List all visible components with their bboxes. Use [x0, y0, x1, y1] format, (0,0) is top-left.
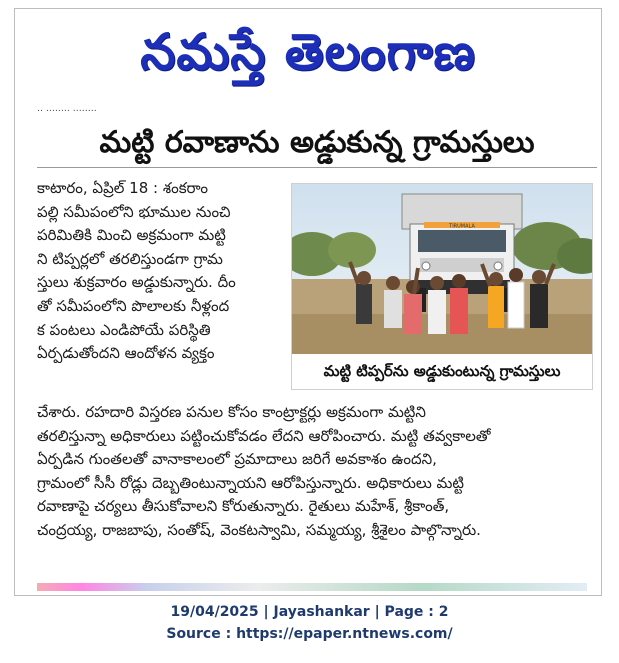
body-line: తో సమీపంలోని పొలాలకు నీళ్లంద	[37, 296, 230, 315]
masthead-logo: నమస్తే తెలంగాణ	[140, 23, 476, 81]
photo-truck-villagers	[292, 184, 592, 354]
newspaper-clipping	[14, 8, 602, 596]
body-line: చంద్రయ్య, రాజబాపు, సంతోష్, వెంకటస్వామి, సమ్మయ్య, శ్రీశైలం పాల్గొన్నారు.	[37, 520, 481, 539]
body-line: ఏర్పడుతోందని ఆందోళన వ్యక్తం	[37, 344, 215, 363]
body-line: పల్లి సమీపంలోని భూముల నుంచి	[37, 202, 231, 221]
body-line: ఏర్పడిన గుంతలతో వానాకాలంలో ప్రమాదాలు జరిగే అవకాశం ఉందని,	[37, 450, 437, 469]
photo-caption: మట్టి టిప్పర్‌ను అడ్డుకుంటున్న గ్రామస్తులు	[323, 362, 561, 380]
truck-plate-text: TIRUMALA	[449, 223, 475, 230]
article-headline: మట్టి రవాణాను అడ్డుకున్న గ్రామస్తులు	[99, 125, 535, 160]
body-line: ని టిప్పర్లలో తరలిస్తుండగా గ్రామ	[37, 249, 223, 268]
body-line: గ్రామంలో సీసీ రోడ్లు దెబ్బతింటున్నాయని ఆరోపిస్తున్నారు. అధికారులు మట్టి	[37, 473, 464, 492]
body-line: తరలిస్తున్నా అధికారులు పట్టించుకోవడం లేదని ఆరోపించారు. మట్టి తవ్వకాలతో	[37, 426, 491, 445]
body-line: క పంటలు ఎండిపోయే పరిస్థితి	[37, 320, 211, 339]
news-photo	[291, 183, 593, 390]
body-line: చేశారు. రహదారి విస్తరణ పనుల కోసం కాంట్రాక్టర్లు అక్రమంగా మట్టిని	[37, 403, 426, 421]
footer-date-edition-page: 19/04/2025 | Jayashankar | Page : 2	[170, 604, 449, 620]
clipped-next-article-strip	[37, 583, 587, 591]
headline-divider	[37, 167, 597, 168]
body-line: పరిమితికి మించి అక్రమంగా మట్టి	[37, 226, 226, 245]
article-body-left-column	[37, 177, 285, 366]
clipped-previous-article: ‥ ‥‥‥‥ ‥‥‥‥	[37, 105, 97, 113]
body-line: రవాణాపై చర్యలు తీసుకోవాలని కోరుతున్నారు. రైతులు మహేశ్, శ్రీకాంత్,	[37, 497, 450, 516]
article-body-full-width	[37, 401, 597, 543]
body-line: స్తులు శుక్రవారం అడ్డుకున్నారు. దీం	[37, 273, 236, 292]
footer-source-link[interactable]: Source : https://epaper.ntnews.com/	[166, 626, 453, 642]
body-line: కాటారం, ఏప్రిల్ 18 : శంకరాం	[37, 179, 209, 197]
